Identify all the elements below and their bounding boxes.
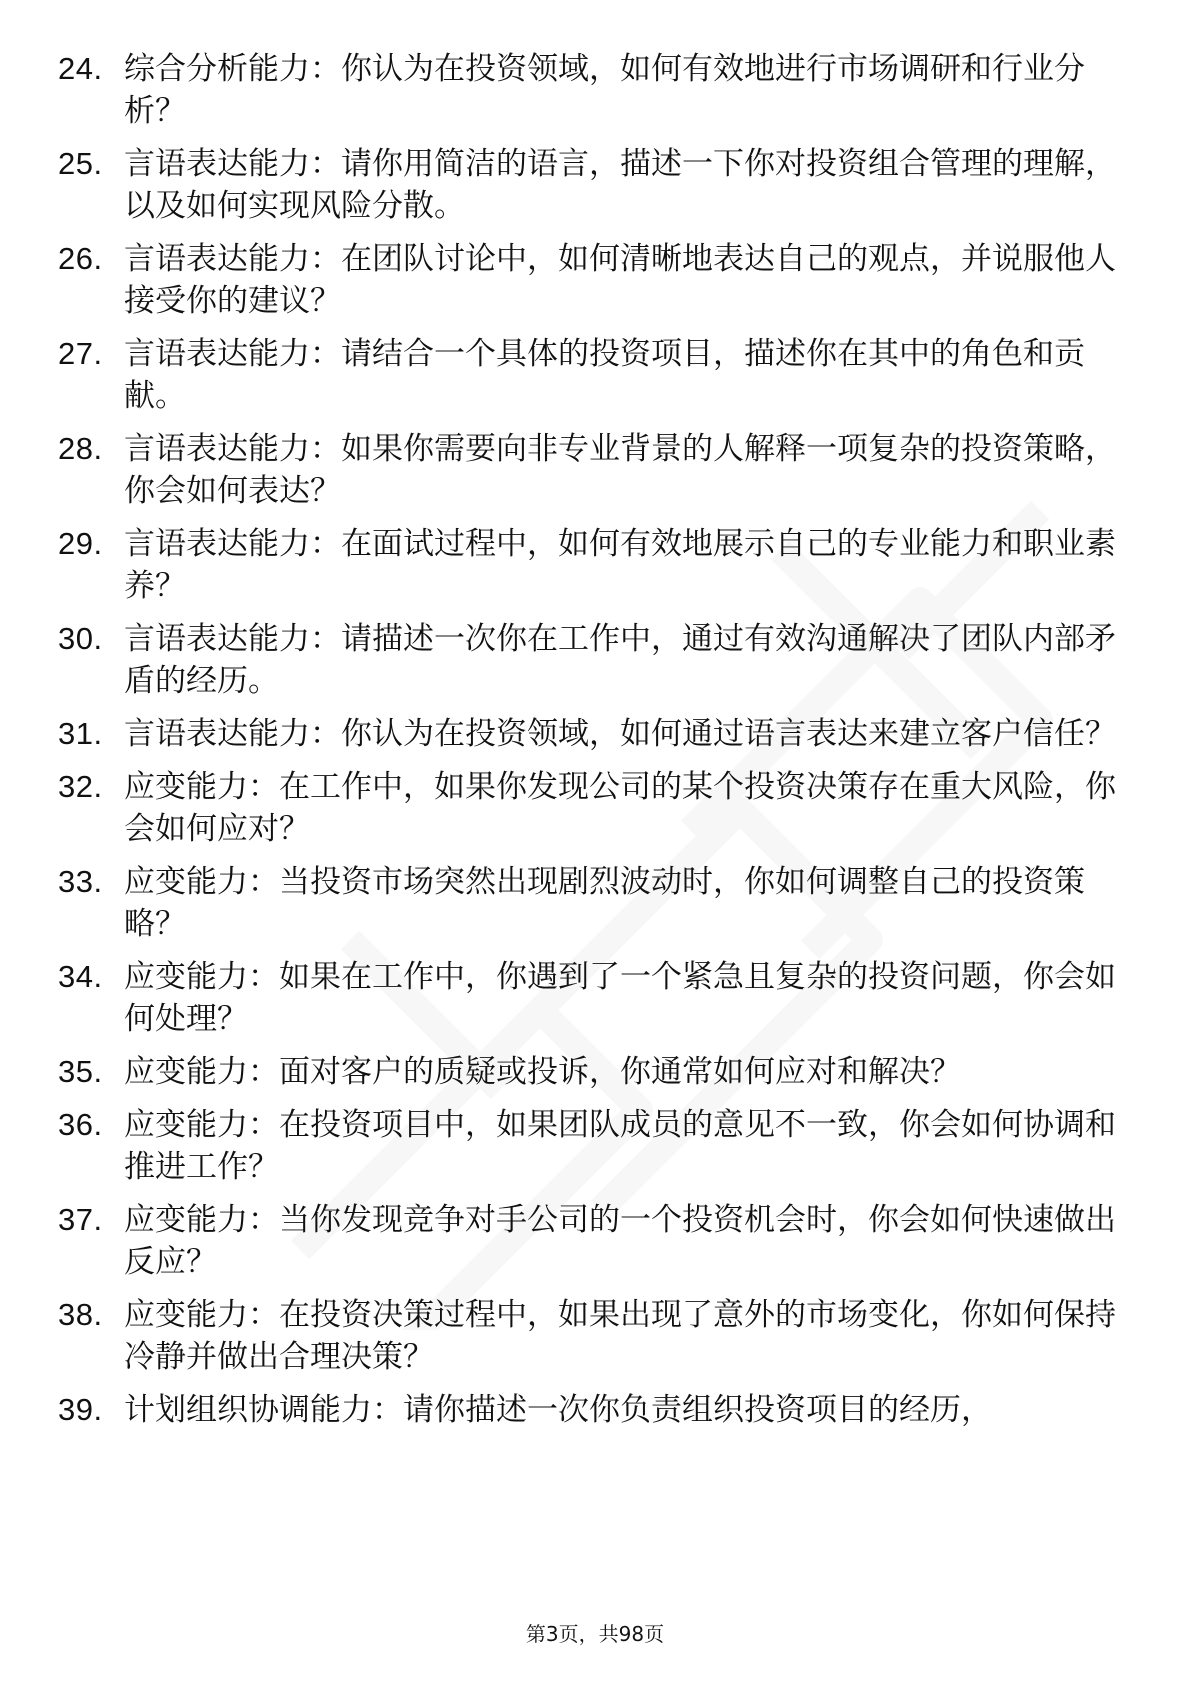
page-footer — [0, 1620, 1190, 1648]
question-item — [58, 48, 1120, 132]
question-number: 27. — [58, 336, 103, 371]
question-item — [58, 1104, 1120, 1188]
question-number: 39. — [58, 1392, 103, 1427]
question-number: 35. — [58, 1054, 103, 1089]
question-item — [58, 861, 1120, 945]
question-text: 应变能力：当投资市场突然出现剧烈波动时，你如何调整自己的投资策略？ — [124, 864, 1085, 942]
question-number: 26. — [58, 241, 103, 276]
question-item — [58, 713, 1120, 755]
question-text: 言语表达能力：请描述一次你在工作中，通过有效沟通解决了团队内部矛盾的经历。 — [124, 621, 1116, 699]
question-item — [58, 956, 1120, 1040]
question-number: 30. — [58, 621, 103, 656]
question-item — [58, 1199, 1120, 1283]
question-item — [58, 766, 1120, 850]
question-text: 应变能力：如果在工作中，你遇到了一个紧急且复杂的投资问题，你会如何处理？ — [124, 959, 1116, 1037]
question-text: 言语表达能力：在面试过程中，如何有效地展示自己的专业能力和职业素养？ — [124, 526, 1116, 604]
question-number: 24. — [58, 51, 103, 86]
question-number: 36. — [58, 1107, 103, 1142]
question-text: 言语表达能力：如果你需要向非专业背景的人解释一项复杂的投资策略，你会如何表达？ — [124, 431, 1116, 509]
question-text: 应变能力：面对客户的质疑或投诉，你通常如何应对和解决？ — [124, 1054, 961, 1090]
page-number: 第3页，共98页 — [525, 1622, 665, 1646]
question-item — [58, 143, 1120, 227]
question-text: 言语表达能力：请结合一个具体的投资项目，描述你在其中的角色和贡献。 — [124, 336, 1085, 414]
question-item — [58, 238, 1120, 322]
question-text: 应变能力：当你发现竞争对手公司的一个投资机会时，你会如何快速做出反应？ — [124, 1202, 1116, 1280]
question-text: 应变能力：在工作中，如果你发现公司的某个投资决策存在重大风险，你会如何应对？ — [124, 769, 1116, 847]
question-number: 33. — [58, 864, 103, 899]
question-item — [58, 428, 1120, 512]
question-text: 言语表达能力：你认为在投资领域，如何通过语言表达来建立客户信任？ — [124, 716, 1116, 752]
question-item — [58, 618, 1120, 702]
question-item — [58, 1051, 1120, 1093]
question-text: 应变能力：在投资决策过程中，如果出现了意外的市场变化，你如何保持冷静并做出合理决策？ — [124, 1297, 1116, 1375]
question-number: 37. — [58, 1202, 103, 1237]
question-number: 38. — [58, 1297, 103, 1332]
question-item — [58, 523, 1120, 607]
question-item — [58, 333, 1120, 417]
question-text: 言语表达能力：请你用简洁的语言，描述一下你对投资组合管理的理解，以及如何实现风险分散。 — [124, 146, 1116, 224]
question-number: 25. — [58, 146, 103, 181]
question-number: 32. — [58, 769, 103, 804]
question-item — [58, 1389, 1120, 1431]
question-number: 34. — [58, 959, 103, 994]
question-number: 31. — [58, 716, 103, 751]
question-item — [58, 1294, 1120, 1378]
question-number: 28. — [58, 431, 103, 466]
question-text: 言语表达能力：在团队讨论中，如何清晰地表达自己的观点，并说服他人接受你的建议？ — [124, 241, 1116, 319]
question-text: 计划组织协调能力：请你描述一次你负责组织投资项目的经历， — [124, 1392, 992, 1428]
question-text: 综合分析能力：你认为在投资领域，如何有效地进行市场调研和行业分析？ — [124, 51, 1085, 129]
question-number: 29. — [58, 526, 103, 561]
question-text: 应变能力：在投资项目中，如果团队成员的意见不一致，你会如何协调和推进工作？ — [124, 1107, 1116, 1185]
question-list — [58, 48, 1120, 1442]
